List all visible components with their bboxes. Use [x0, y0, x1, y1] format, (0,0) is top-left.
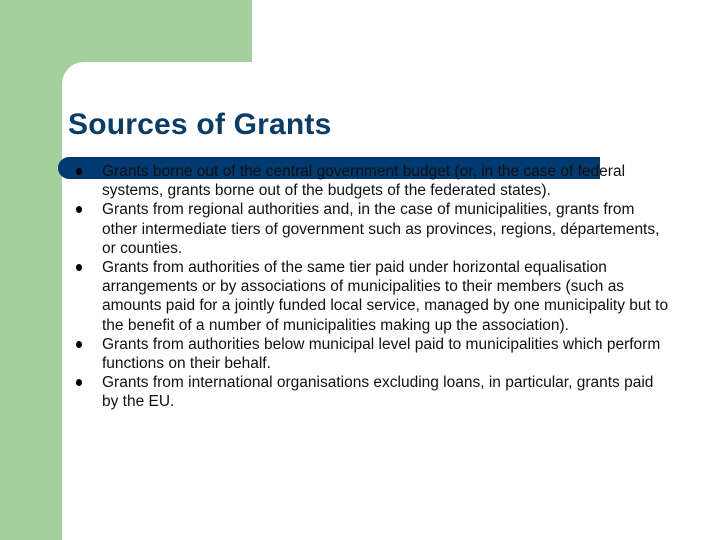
bullet-item	[72, 162, 672, 200]
bullet-icon	[76, 168, 82, 175]
bullet-item	[72, 373, 672, 411]
bullet-text: Grants from regional authorities and, in the case of municipalities, grants from other intermediate tiers of government such as provinces, regions, départements, or counties.	[102, 201, 660, 257]
bullet-text: Grants from international organisations excluding loans, in particular, grants paid by the EU.	[102, 374, 654, 411]
bullet-icon	[76, 341, 82, 348]
slide-title: Sources of Grants	[68, 108, 332, 141]
bullet-icon	[76, 206, 82, 213]
bullet-icon	[76, 379, 82, 386]
bullet-item	[72, 200, 672, 258]
bullet-icon	[76, 264, 82, 271]
bullet-text: Grants from authorities below municipal level paid to municipalities which perform functions on their behalf.	[102, 335, 661, 373]
bullet-item	[72, 258, 672, 335]
bullet-list	[72, 162, 672, 412]
bullet-item	[72, 335, 672, 373]
bullet-text: Grants from authorities of the same tier paid under horizontal equalisation arrangements or by associations of municipalities to their members (such as amounts paid for a jointly funded local service, managed by one municipality but to the benefit of a number of municipalities making up the association).	[102, 259, 669, 334]
bullet-text: Grants borne out of the central government budget (or, in the case of federal systems, grants borne out of the budgets of the federated states).	[102, 163, 626, 200]
